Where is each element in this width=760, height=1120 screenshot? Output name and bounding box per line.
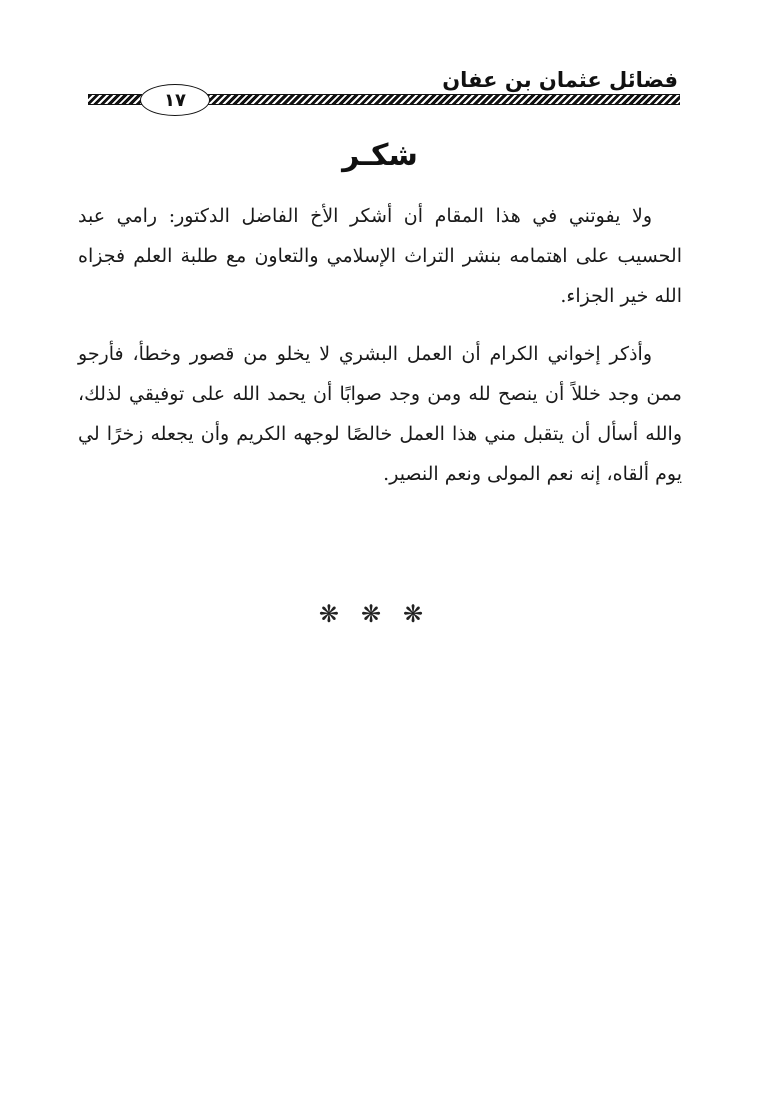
paragraph: وأذكر إخواني الكرام أن العمل البشري لا يخلو من قصور وخطأ، فأرجو ممن وجد خللاً أن ينصح لله ومن وجد صوابًا أن يحمد الله على توفيقي لذلك، والله أسأل أن يتقبل مني هذا العمل خالصًا لوجهه الكريم وأن يجعله زخرًا لي يوم ألقاه، إنه نعم المولى ونعم النصير. xyxy=(78,343,682,485)
asterism-ornament-icon: ❋ xyxy=(403,600,442,628)
running-header-title: فضائل عثمان بن عفان xyxy=(442,68,678,92)
page-number: ١٧ xyxy=(140,84,210,116)
body-text xyxy=(78,196,682,494)
paragraph: ولا يفوتني في هذا المقام أن أشكر الأخ الفاضل الدكتور: رامي عبد الحسيب على اهتمامه بنشر التراث الإسلامي والتعاون مع طلبة العلم فجزاه الله خير الجزاء. xyxy=(78,205,682,307)
section-heading: شكـر xyxy=(342,138,418,173)
header-rule-right xyxy=(206,94,680,105)
asterism-ornament-icon: ❋ xyxy=(318,600,357,628)
header-rule-left xyxy=(88,94,142,105)
asterism-ornament-icon: ❋ xyxy=(360,600,400,628)
ornament-separator xyxy=(0,600,760,628)
